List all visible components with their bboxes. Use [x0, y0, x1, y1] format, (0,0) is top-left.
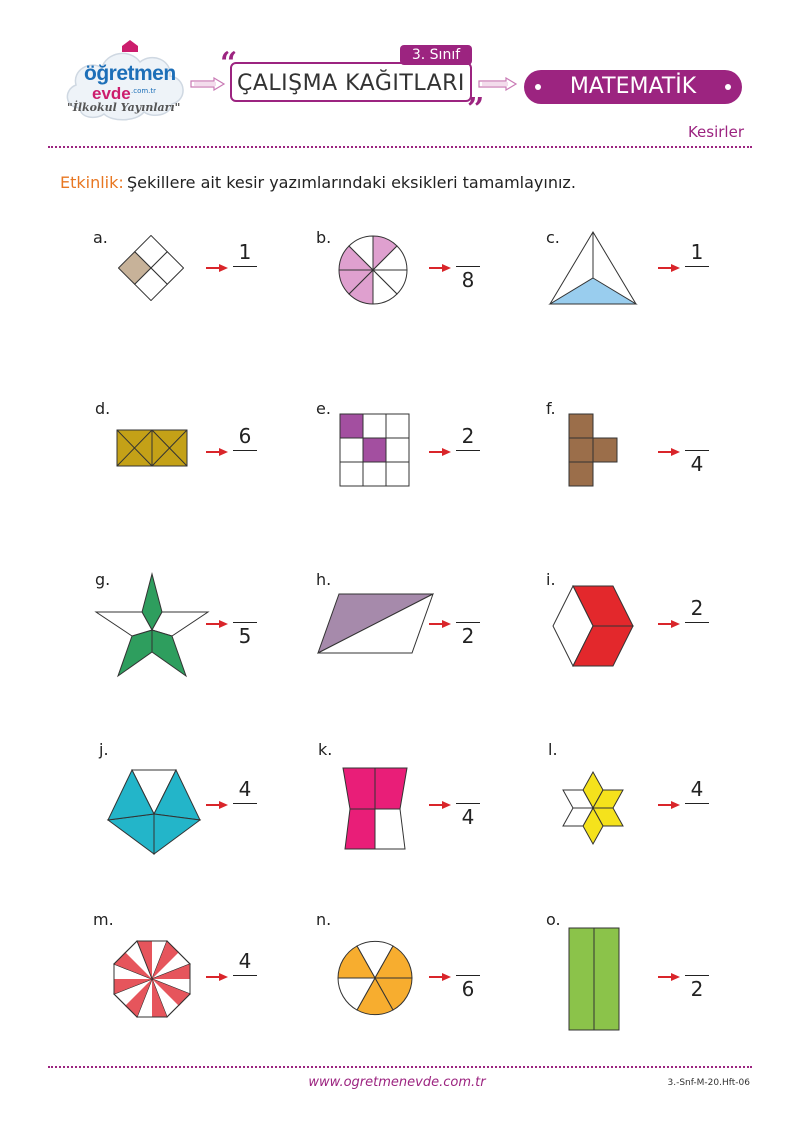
sheet-title: ÇALIŞMA KAĞITLARI [237, 71, 465, 96]
shape-b-circle [338, 235, 408, 305]
fraction-bar [233, 450, 257, 451]
quote-open-icon: “ [220, 46, 238, 81]
item-letter: h. [316, 570, 332, 589]
bullet-dot-icon [535, 84, 541, 90]
fraction-denominator[interactable]: 8 [461, 268, 475, 292]
fraction-numerator[interactable]: 4 [238, 777, 252, 801]
item-letter: c. [546, 228, 560, 247]
fraction-bar [456, 450, 480, 451]
fraction-numerator[interactable]: 1 [238, 240, 252, 264]
shape-h-parallelogram [317, 593, 435, 655]
fraction-bar [233, 803, 257, 804]
shape-g-star [93, 572, 211, 680]
red-arrow-icon [657, 972, 681, 982]
item-letter: d. [95, 399, 111, 418]
item-letter: j. [99, 740, 109, 759]
shape-k-hourglass [342, 767, 408, 851]
item-letter: l. [548, 740, 558, 759]
fraction-bar [685, 266, 709, 267]
red-arrow-icon [205, 263, 229, 273]
fraction-denominator[interactable]: 6 [461, 977, 475, 1001]
bullet-dot-icon [725, 84, 731, 90]
fraction-bar [685, 975, 709, 976]
fraction-bar [456, 975, 480, 976]
red-arrow-icon [428, 263, 452, 273]
fraction-denominator[interactable]: 4 [461, 805, 475, 829]
item-letter: m. [93, 910, 114, 929]
item-letter: e. [316, 399, 331, 418]
shape-m-octagon [112, 939, 192, 1019]
shape-e-grid [339, 413, 411, 487]
shape-a-squares [118, 235, 184, 301]
item-letter: n. [316, 910, 332, 929]
fraction-bar [685, 450, 709, 451]
shape-i-hexagon [548, 584, 638, 668]
logo-subtitle: evde [92, 84, 131, 103]
fraction-bar [456, 622, 480, 623]
red-arrow-icon [657, 800, 681, 810]
fraction-numerator[interactable]: 2 [461, 424, 475, 448]
fraction-denominator[interactable]: 4 [690, 452, 704, 476]
fraction-bar [233, 622, 257, 623]
fraction-numerator[interactable]: 4 [238, 949, 252, 973]
red-arrow-icon [657, 619, 681, 629]
fraction-denominator[interactable]: 5 [238, 624, 252, 648]
item-letter: g. [95, 570, 111, 589]
logo-domain: .com.tr [131, 87, 157, 95]
fraction-bar [456, 266, 480, 267]
fraction-numerator[interactable]: 4 [690, 777, 704, 801]
red-arrow-icon [205, 447, 229, 457]
shape-f-blocks [568, 413, 618, 487]
red-arrow-icon [205, 800, 229, 810]
item-letter: b. [316, 228, 332, 247]
fraction-bar [456, 803, 480, 804]
footer-divider [48, 1066, 752, 1068]
red-arrow-icon [428, 800, 452, 810]
grade-badge: 3. Sınıf [400, 45, 472, 65]
fraction-numerator[interactable]: 2 [690, 596, 704, 620]
logo-tagline: "İlkokul Yayınları" [67, 101, 181, 114]
footer-code: 3.-Snf-M-20.Hft-06 [667, 1078, 750, 1088]
fraction-denominator[interactable]: 2 [690, 977, 704, 1001]
shape-l-star [546, 768, 640, 848]
shape-j-pentagon [106, 764, 202, 856]
header-arrow-right-icon [478, 77, 518, 91]
logo-title: öğretmen [84, 62, 176, 85]
fraction-bar [685, 803, 709, 804]
fraction-numerator[interactable]: 6 [238, 424, 252, 448]
quote-close-icon: ” [467, 92, 485, 127]
red-arrow-icon [428, 972, 452, 982]
red-arrow-icon [428, 447, 452, 457]
item-letter: f. [546, 399, 556, 418]
shape-o-rectangle [568, 927, 620, 1031]
shape-d-rectangles [116, 429, 188, 467]
subject-pill [524, 70, 742, 104]
fraction-bar [233, 266, 257, 267]
red-arrow-icon [205, 619, 229, 629]
red-arrow-icon [205, 972, 229, 982]
fraction-bar [233, 975, 257, 976]
red-arrow-icon [657, 447, 681, 457]
shape-c-triangle [548, 230, 638, 306]
fraction-denominator[interactable]: 2 [461, 624, 475, 648]
fraction-numerator[interactable]: 1 [690, 240, 704, 264]
activity-label: Etkinlik: [60, 173, 124, 192]
red-arrow-icon [657, 263, 681, 273]
header-divider [48, 146, 752, 148]
item-letter: i. [546, 570, 556, 589]
subject-label: MATEMATİK [569, 74, 697, 99]
footer-url-link[interactable]: www.ogretmenevde.com.tr [308, 1075, 486, 1090]
item-letter: o. [546, 910, 561, 929]
shape-n-circle [337, 940, 413, 1016]
item-letter: a. [93, 228, 108, 247]
item-letter: k. [318, 740, 333, 759]
fraction-bar [685, 622, 709, 623]
activity-instruction: Şekillere ait kesir yazımlarındaki eksikleri tamamlayınız. [127, 173, 576, 192]
topic-label: Kesirler [687, 123, 744, 141]
red-arrow-icon [428, 619, 452, 629]
